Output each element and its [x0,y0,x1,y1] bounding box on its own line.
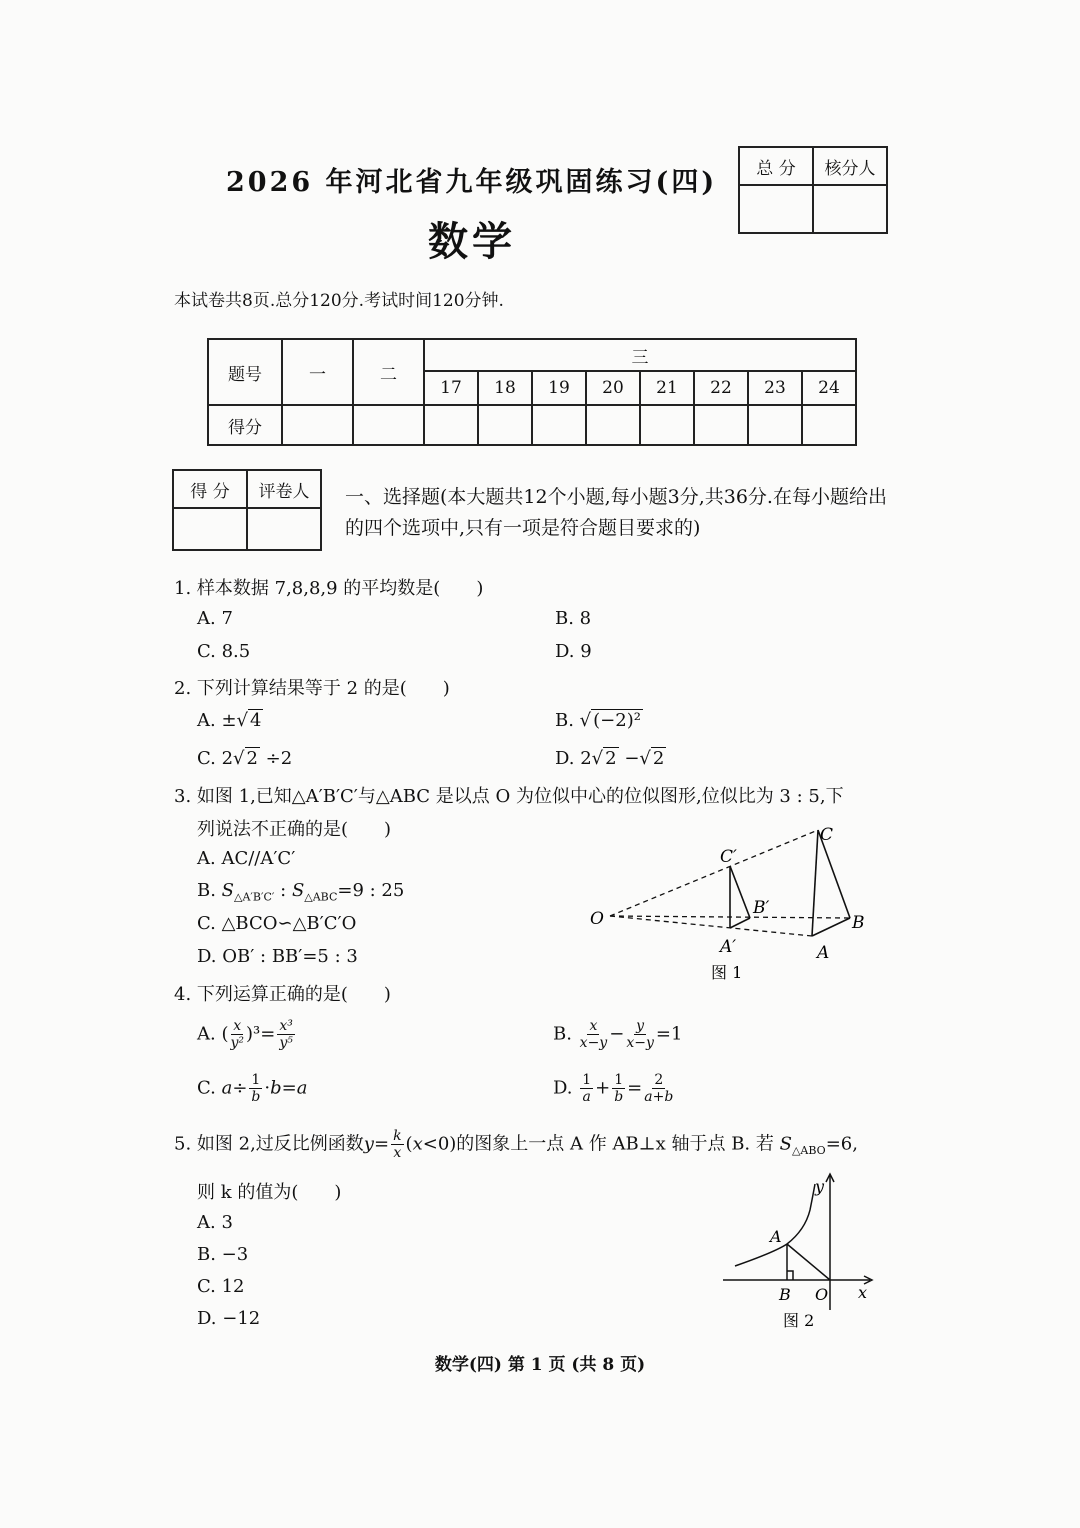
q3-option-a[interactable]: A. AC//A′C′ [197,848,296,869]
checker-label: 核分人 [813,147,887,185]
exam-intro: 本试卷共8页.总分120分.考试时间120分钟. [174,291,504,311]
x-axis-label: x [858,1283,868,1302]
figure-1-caption: 图 1 [711,963,743,982]
figure-1-homothety [580,818,880,988]
question-3-stem-line1: 3. 如图 1,已知△A′B′C′与△ABC 是以点 O 为位似中心的位似图形,位似比为 3 : 5,下 [174,786,844,807]
subject-title: 数学 [428,218,516,265]
total-score-box [738,146,888,234]
total-score-label: 总 分 [739,147,813,185]
question-number: 20 [586,371,640,405]
y-axis-label: y [815,1177,825,1196]
q3-option-d[interactable]: D. OB′ : BB′=5 : 3 [197,946,358,967]
q1-option-d[interactable]: D. 9 [555,641,592,662]
score-cell[interactable] [748,405,802,445]
point-b-label: B [852,913,865,933]
point-c-prime-label: C′ [720,847,737,867]
score-cell[interactable] [586,405,640,445]
q4-option-c[interactable]: C. a÷ $\frac{1}{b}$ ·b=a [197,1072,308,1105]
point-b-prime-label: B′ [753,898,770,918]
total-score-cell[interactable] [739,185,813,233]
origin-label: O [815,1285,829,1304]
question-number: 24 [802,371,856,405]
q4-option-b[interactable]: B. $\frac{x}{x-y}$ − $\frac{y}{x-y}$ =1 [553,1018,683,1051]
question-2-stem: 2. 下列计算结果等于 2 的是( ) [174,678,450,699]
score-cell[interactable] [802,405,856,445]
question-4-stem: 4. 下列运算正确的是( ) [174,984,391,1005]
grader-label: 评卷人 [247,470,321,508]
score-cell[interactable] [640,405,694,445]
point-o-label: O [590,909,604,929]
grader-box [172,469,322,551]
point-a-prime-label: A′ [720,937,737,957]
page-footer: 数学(四) 第 1 页 (共 8 页) [434,1355,646,1375]
row-label-score: 得分 [208,405,282,445]
question-number: 18 [478,371,532,405]
q4-option-d[interactable]: D. $\frac{1}{a}$ + $\frac{1}{b}$ = $\frac{2}{a+b}$ [553,1072,674,1105]
point-a-label: A [817,943,830,963]
exam-title: 2026 年河北省九年级巩固练习(四) [226,167,718,198]
question-number: 17 [424,371,478,405]
section-score-label: 得 分 [173,470,247,508]
score-cell[interactable] [478,405,532,445]
q2-option-a[interactable]: A. ±√ 4 [197,710,262,731]
q5-option-c[interactable]: C. 12 [197,1276,245,1297]
question-1-stem: 1. 样本数据 7,8,8,9 的平均数是( ) [174,578,484,599]
q4-option-a[interactable]: A. ( $\frac{x}{\text{y²}}$ )³= $\frac{\text{x³}}{\text{y⁵}}$ [197,1018,293,1051]
q2-option-d[interactable]: D. 2√ 2 −√ 2 [555,748,665,769]
score-cell[interactable] [282,405,353,445]
figure-2-inverse-function [715,1170,885,1330]
checker-cell[interactable] [813,185,887,233]
q3-option-c[interactable]: C. △BCO∽△B′C′O [197,913,357,934]
q2-option-c[interactable]: C. 2√ 2 ÷2 [197,748,293,769]
point-a-label: A [770,1227,782,1246]
q1-option-c[interactable]: C. 8.5 [197,641,251,662]
question-number: 22 [694,371,748,405]
question-3-stem-line2: 列说法不正确的是( ) [197,819,392,840]
q1-option-b[interactable]: B. 8 [555,608,592,629]
score-cell[interactable] [353,405,424,445]
question-number: 19 [532,371,586,405]
score-cell[interactable] [532,405,586,445]
section-three-header: 三 [424,339,856,371]
q5-stem-part1: 5. 如图 2,过反比例函数 [174,1133,364,1155]
q1-option-a[interactable]: A. 7 [197,608,233,629]
point-b-label: B [779,1285,791,1304]
score-cell[interactable] [424,405,478,445]
row-label-number: 题号 [208,339,282,405]
figure-2-caption: 图 2 [783,1311,815,1330]
section-one-header: 一 [282,339,353,405]
q5-option-a[interactable]: A. 3 [197,1212,233,1233]
grade-table [207,338,857,446]
q3-option-b[interactable]: B. $S_{\triangle A'B'C'}$ : $S_{\triangle ABC}=9$ : 25 [197,880,405,904]
q5-option-d[interactable]: D. −12 [197,1308,261,1329]
question-number: 23 [748,371,802,405]
section-one-heading: 一、选择题(本大题共12个小题,每小题3分,共36分.在每小题给出的四个选项中,只有一项是符合题目要求的) [345,486,887,539]
question-number: 21 [640,371,694,405]
q2-option-b[interactable]: B. √ (−2)² [555,710,641,731]
grader-cell[interactable] [247,508,321,550]
q5-stem-part2: 的图象上一点 A 作 AB⊥x 轴于点 B. 若 [456,1133,774,1155]
point-c-label: C [820,825,834,845]
question-5-stem-line2: 则 k 的值为( ) [197,1182,342,1203]
section-score-cell[interactable] [173,508,247,550]
q5-option-b[interactable]: B. −3 [197,1244,249,1265]
score-cell[interactable] [694,405,748,445]
question-5-stem: 5. 如图 2,过反比例函数y= $\frac{k}{x}$ (x<0)的图象上一点 A 作 AB⊥x 轴于点 B. 若 $S_{\triangle ABO}=6$, [174,1128,858,1161]
section-two-header: 二 [353,339,424,405]
